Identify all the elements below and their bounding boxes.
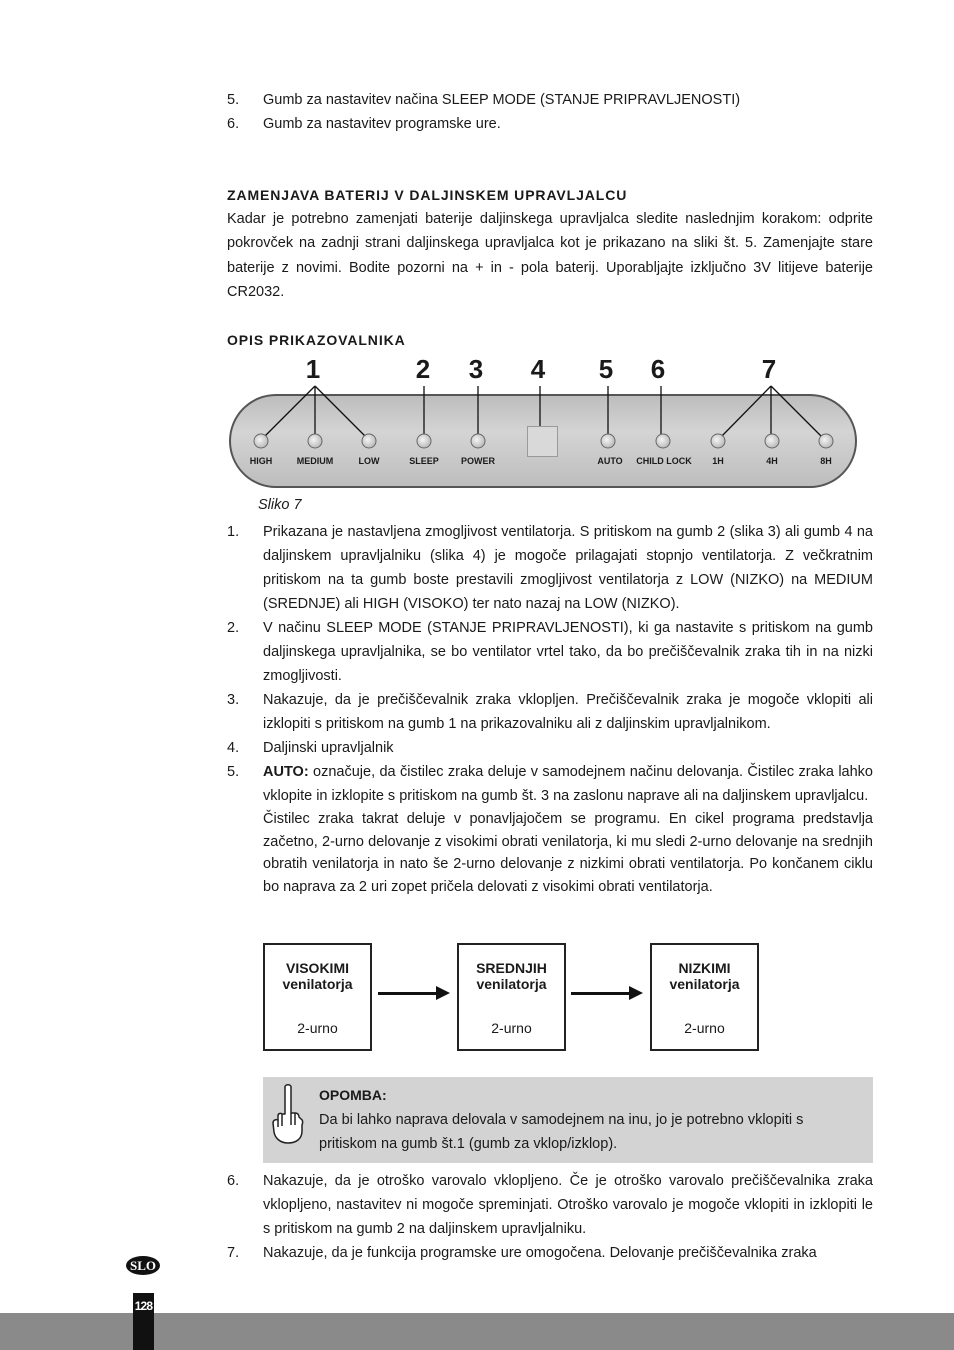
flow-arrow bbox=[571, 992, 639, 995]
led-child-lock bbox=[656, 434, 671, 449]
list-item: 4. Daljinski upravljalnik bbox=[227, 740, 394, 756]
callout-number-5: 5 bbox=[598, 354, 614, 384]
label-high: HIGH bbox=[249, 456, 273, 466]
flow-arrow bbox=[378, 992, 446, 995]
led-1h bbox=[711, 434, 726, 449]
battery-heading: ZAMENJAVA BATERIJ V DALJINSKEM UPRAVLJALCU bbox=[227, 187, 628, 203]
list-item: 5. Gumb za nastavitev načina SLEEP MODE (STANJE PRIPRAVLJENOSTI) bbox=[227, 92, 741, 108]
list-item: 6. Nakazuje, da je otroško varovalo vklopljeno. Če je otroško varovalo prečiščevalnika zraka vklopljeno, nastavitev ni mogoče spreminjati. Otroško varovalo je mogoče vklopiti in izklopiti le s pritiskom na gumb 2 na daljinskem upravljalniku. bbox=[227, 1173, 873, 1237]
callout-number-4: 4 bbox=[530, 354, 546, 384]
callout-number-6: 6 bbox=[650, 354, 666, 384]
led-medium bbox=[308, 434, 323, 449]
auto-label: AUTO: bbox=[263, 764, 309, 780]
list-item: 6. Gumb za nastavitev programske ure. bbox=[227, 116, 501, 132]
list-item: 7. Nakazuje, da je funkcija programske ure omogočena. Delovanje prečiščevalnika zraka bbox=[227, 1245, 817, 1261]
led-high bbox=[254, 434, 269, 449]
top-list bbox=[227, 88, 873, 136]
label-4h: 4H bbox=[766, 456, 778, 466]
label-1h: 1H bbox=[712, 456, 724, 466]
note-text: Da bi lahko naprava delovala v samodejnem na inu, jo je potrebno vklopiti s pritiskom na gumb št.1 (gumb za vklop/izklop). bbox=[319, 1112, 804, 1152]
led-auto bbox=[601, 434, 616, 449]
led-sleep bbox=[417, 434, 432, 449]
led-4h bbox=[765, 434, 780, 449]
callout-number-3: 3 bbox=[468, 354, 484, 384]
led-power bbox=[471, 434, 486, 449]
bottom-list bbox=[227, 1169, 873, 1265]
list-item: 5. AUTO: označuje, da čistilec zraka deluje v samodejnem načinu delovanja. Čistilec zraka lahko vklopite in izklopite s pritiskom na gumb št. 3 na zaslonu naprave ali na daljinskem upravljalcu. bbox=[227, 764, 873, 804]
label-child-lock: CHILD LOCK bbox=[636, 456, 692, 466]
pointing-hand-icon bbox=[269, 1083, 305, 1149]
language-badge: SLO bbox=[126, 1256, 160, 1275]
flow-box-medium: SREDNJIH venilatorja 2-urno bbox=[457, 943, 566, 1051]
note-box bbox=[263, 1077, 873, 1163]
description-list bbox=[227, 520, 873, 898]
led-8h bbox=[819, 434, 834, 449]
flow-box-low: NIZKIMI venilatorja 2-urno bbox=[650, 943, 759, 1051]
note-title: OPOMBA: bbox=[319, 1087, 387, 1103]
page-number: 128 bbox=[133, 1293, 154, 1350]
label-power: POWER bbox=[460, 456, 496, 466]
list-item: 1. Prikazana je nastavljena zmogljivost ventilatorja. S pritiskom na gumb 2 (slika 3) ali gumb 4 na daljinskem upravljalniku (slika 4) je mogoče prilagajati stopnjo ventilatorja. Z večkratnim pritiskom na ta gumb boste prestavili zmogljivost ventilatorja z LOW (NIZKO) na MEDIUM (SREDNJE) ali HIGH (VISOKO) ter nato nazaj na LOW (NIZKO). bbox=[227, 524, 873, 612]
label-8h: 8H bbox=[820, 456, 832, 466]
callout-number-2: 2 bbox=[415, 354, 431, 384]
figure-caption: Sliko 7 bbox=[258, 497, 302, 513]
led-low bbox=[362, 434, 377, 449]
list-item: 2. V načinu SLEEP MODE (STANJE PRIPRAVLJENOSTI), ki ga nastavite s pritiskom na gumb daljinskega upravljalnika, se bo ventilator vrtel tako, da bo prečiščevalnik zraka tih in na nizki zmogljivosti. bbox=[227, 620, 873, 684]
display-heading: OPIS PRIKAZOVALNIKA bbox=[227, 332, 406, 348]
flow-box-high: VISOKIMI venilatorja 2-urno bbox=[263, 943, 372, 1051]
callout-number-7: 7 bbox=[761, 354, 777, 384]
label-auto: AUTO bbox=[597, 456, 623, 466]
display-panel-figure bbox=[229, 354, 859, 494]
label-medium: MEDIUM bbox=[296, 456, 334, 466]
auto-continuation: Čistilec zraka takrat deluje v ponavljajočem se programu. En cikel programa predstavlja začetno, 2-urno delovanje z visokimi obrati venilatorja, ki mu sledi 2-urno delovanje na srednjih obratih venilatorja in nato še 2-urno delovanje z nizkimi obrati ventilatorja. Po končanem ciklu bo naprava za 2 uri zopet pričela delovati z visokimi obrati ventilatorja. bbox=[263, 811, 873, 895]
callout-number-1: 1 bbox=[305, 354, 321, 384]
label-low: LOW bbox=[358, 456, 380, 466]
battery-paragraph: Kadar je potrebno zamenjati baterije daljinskega upravljalca sledite naslednjim korakom: odprite pokrovček na zadnji strani daljinskega upravljalca kot je prikazano na sliki št. 5. Zamenjajte stare baterije z novimi. Bodite pozorni na + in - pola baterij. Uporabljajte izključno 3V litijeve baterije CR2032. bbox=[227, 211, 873, 301]
callout-lines bbox=[229, 354, 859, 494]
display-window bbox=[527, 426, 558, 457]
label-sleep: SLEEP bbox=[409, 456, 439, 466]
list-item: 3. Nakazuje, da je prečiščevalnik zraka vklopljen. Prečiščevalnik zraka je mogoče vklopiti ali izklopiti s pritiskom na gumb 1 na prikazovalniku ali z daljinskim upravljalnikom. bbox=[227, 692, 873, 732]
